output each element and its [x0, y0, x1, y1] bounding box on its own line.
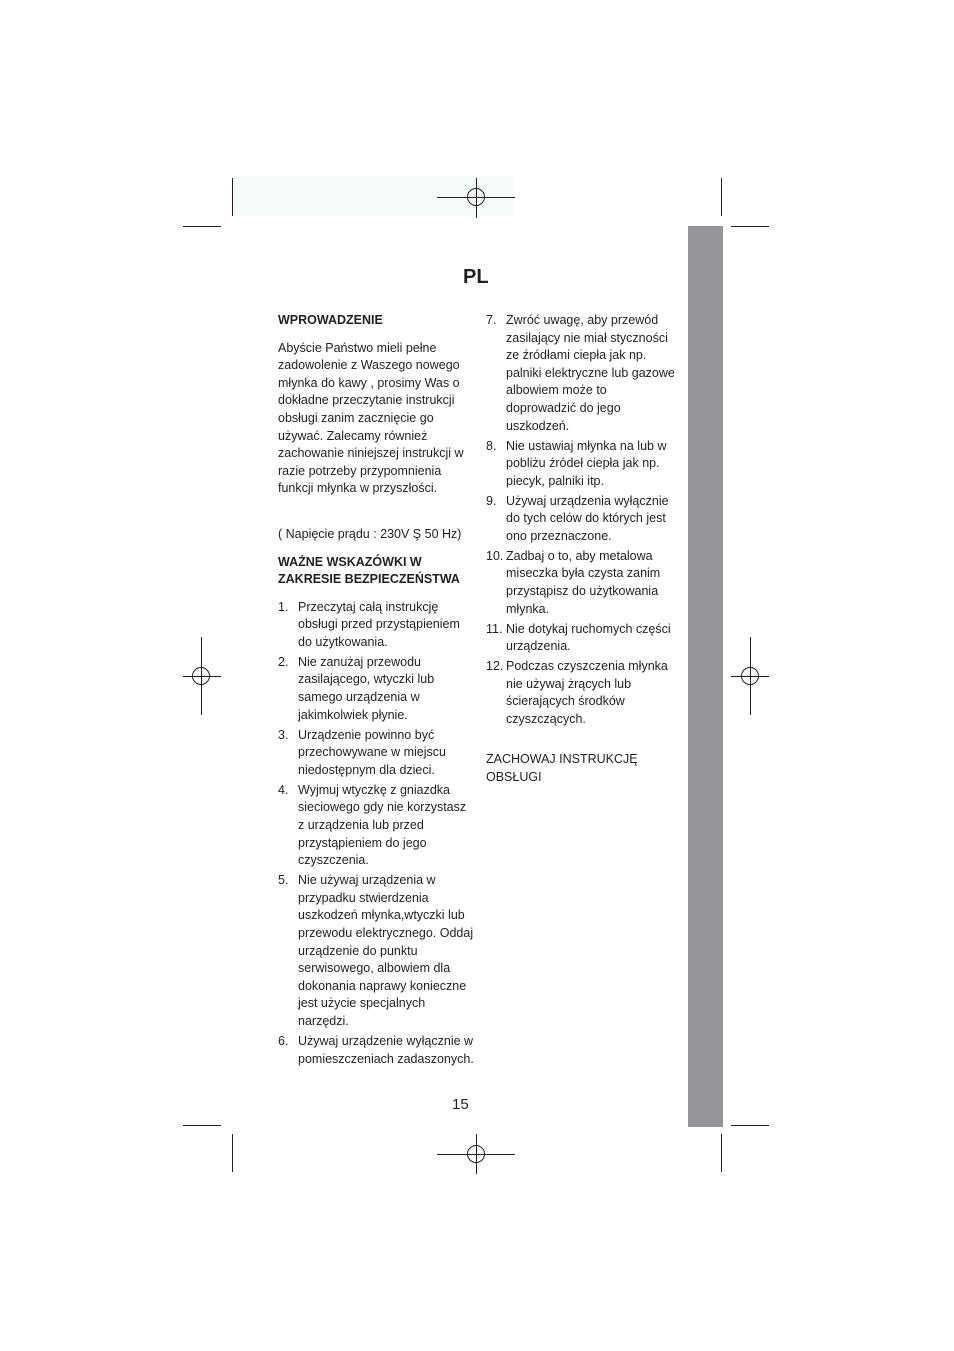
safety-list-left	[278, 599, 474, 1068]
list-item: 9. Używaj urządzenia wyłącznie do tych celów do których jest ono przeznaczone.	[486, 493, 669, 543]
right-column	[486, 312, 680, 786]
side-tab	[688, 226, 723, 1127]
left-column	[278, 312, 474, 1071]
safety-heading: WAŻNE WSKAZÓWKI W ZAKRESIE BEZPIECZEŃSTWA	[278, 554, 460, 587]
list-item: 5. Nie używaj urządzenia w przypadku stwierdzenia uszkodzeń młynka,wtyczki lub przewodu elektrycznego. Oddaj urządzenie do punktu serwisowego, albowiem dla dokonania naprawy konieczne jest użycie specjalnych narzędzi.	[278, 873, 474, 1028]
list-item: 8. Nie ustawiaj młynka na lub w pobliżu źródeł ciepła jak np. piecyk, palniki itp.	[486, 438, 667, 488]
list-item: 2. Nie zanużaj przewodu zasilającego, wtyczki lub samego urządzenia w jakimkolwiek płynie.	[278, 654, 435, 722]
list-item: 11. Nie dotykaj ruchomych części urządzenia.	[486, 621, 671, 654]
language-code: PL	[463, 266, 489, 288]
intro-paragraph: Abyście Państwo mieli pełne zadowolenie z Waszego nowego młynka do kawy , prosimy Was o dokładne przeczytanie instrukcji obsługi zanim zacznięcie go używać. Zalecamy również zachowanie niniejszej instrukcji w razie potrzeby przypomnienia funkcji młynka w przyszłości.	[278, 340, 464, 496]
list-item: 3. Urządzenie powinno być przechowywane w miejscu niedostępnym dla dzieci.	[278, 727, 446, 777]
list-item: 10. Zadbaj o to, aby metalowa miseczka była czysta zanim przystąpisz do użytkowania młynka.	[486, 548, 661, 616]
safety-list-right	[486, 312, 680, 729]
intro-heading: WPROWADZENIE	[278, 313, 383, 327]
list-item: 7. Zwróć uwagę, aby przewód zasilający nie miał styczności ze źródłami ciepła jak np. palniki elektryczne lub gazowe albowiem może to doprowadzić do jego uszkodzeń.	[486, 313, 675, 433]
list-item: 6. Używaj urządzenie wyłącznie w pomieszczeniach zadaszonych.	[278, 1033, 474, 1066]
closing-note: ZACHOWAJ INSTRUKCJĘ OBSŁUGI	[486, 752, 638, 784]
list-item: 12. Podczas czyszczenia młynka nie używaj żrących lub ścierających środków czyszczących.	[486, 659, 668, 727]
list-item: 1. Przeczytaj całą instrukcję obsługi przed przystąpieniem do użytkowania.	[278, 599, 460, 649]
page-number: 15	[452, 1096, 469, 1113]
list-item: 4. Wyjmuj wtyczkę z gniazdka sieciowego gdy nie korzystasz z urządzenia lub przed przystąpieniem do jego czyszczenia.	[278, 782, 467, 868]
voltage-note: ( Napięcie prądu : 230V Ş 50 Hz)	[278, 526, 462, 541]
